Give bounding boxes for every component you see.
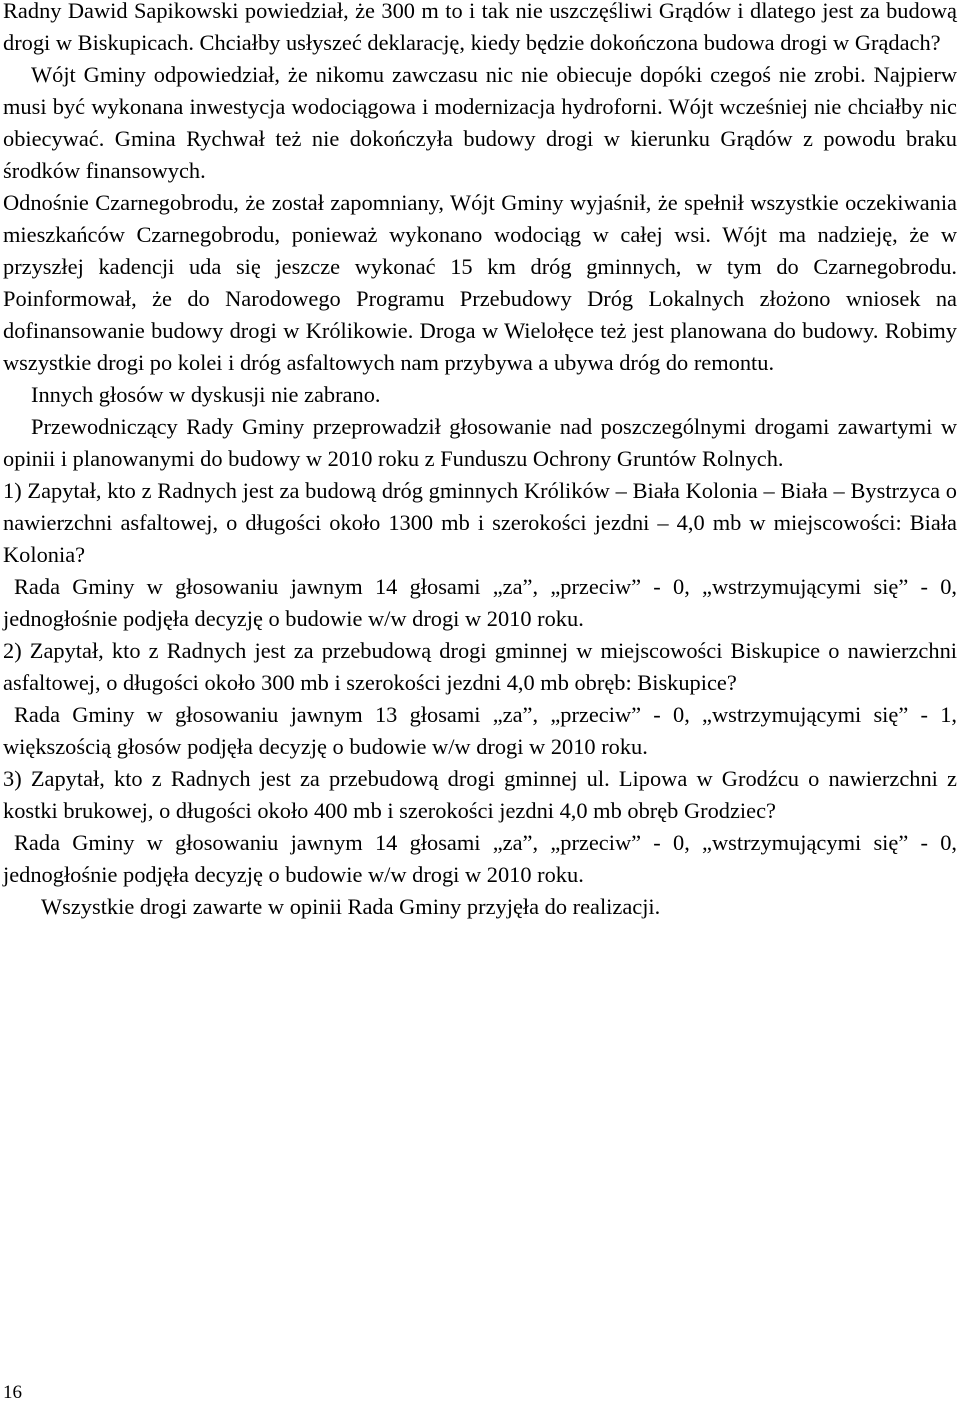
paragraph-vote-result-1: Rada Gminy w głosowaniu jawnym 14 głosami „za”, „przeciw” - 0, „wstrzymującymi się” - 0, jednogłośnie podjęła decyzję o budowie w/w drogi w 2010 roku. <box>3 574 957 631</box>
paragraph-voting-intro: Przewodniczący Rady Gminy przeprowadził głosowanie nad poszczególnymi drogami zawartymi w opinii i planowanymi do budowy w 2010 roku z Funduszu Ochrony Gruntów Rolnych. <box>3 414 957 471</box>
paragraph-no-more-voices: Innych głosów w dyskusji nie zabrano. <box>31 382 381 407</box>
paragraph-wojt-answer: Wójt Gminy odpowiedział, że nikomu zawczasu nic nie obiecuje dopóki czegoś nie zrobi. Najpierw musi być wykonana inwestycja wodociągowa i modernizacja hydroforni. Wójt wcześniej nie chciałby nic obiecywać. Gmina Rychwał też nie dokończyła budowy drogi w kierunku Grądów z powodu braku środków finansowych. <box>3 62 957 183</box>
paragraph-czarnybrod: Odnośnie Czarnegobrodu, że został zapomniany, Wójt Gminy wyjaśnił, że spełnił wszystkie oczekiwania mieszkańców Czarnegobrodu, ponieważ wykonano wodociąg w całej wsi. Wójt ma nadzieję, że w przyszłej kadencji uda się jeszcze wykonać 15 km dróg gminnych, w tym do Czarnegobrodu. Poinformował, że do Narodowego Programu Przebudowy Dróg Lokalnych złożono wniosek na dofinansowanie budowy drogi w Królikowie. Droga w Wielołęce też jest planowana do budowy. Robimy wszystkie drogi po kolei i dróg asfaltowych nam przybywa a ubywa dróg do remontu. <box>3 190 957 375</box>
paragraph-question-1: 1) Zapytał, kto z Radnych jest za budową dróg gminnych Królików – Biała Kolonia – Biała – Bystrzyca o nawierzchni asfaltowej, o długości około 1300 mb i szerokości jezdni – 4,0 mb w miejscowości: Biała Kolonia? <box>3 478 957 567</box>
paragraph-sapikowski: Radny Dawid Sapikowski powiedział, że 300 m to i tak nie uszczęśliwi Grądów i dlatego jest za budową drogi w Biskupicach. Chciałby usłyszeć deklarację, kiedy będzie dokończona budowa drogi w Grądach? <box>3 0 957 55</box>
paragraph-vote-result-2: Rada Gminy w głosowaniu jawnym 13 głosami „za”, „przeciw” - 0, „wstrzymującymi się” - 1, większością głosów podjęła decyzję o budowie w/w drogi w 2010 roku. <box>3 702 957 759</box>
page-number: 16 <box>3 1382 22 1403</box>
paragraph-conclusion: Wszystkie drogi zawarte w opinii Rada Gminy przyjęła do realizacji. <box>41 894 661 919</box>
document-page <box>3 0 957 923</box>
paragraph-vote-result-3: Rada Gminy w głosowaniu jawnym 14 głosami „za”, „przeciw” - 0, „wstrzymującymi się” - 0, jednogłośnie podjęła decyzję o budowie w/w drogi w 2010 roku. <box>3 830 957 887</box>
paragraph-question-3: 3) Zapytał, kto z Radnych jest za przebudową drogi gminnej ul. Lipowa w Grodźcu o nawierzchni z kostki brukowej, o długości około 400 mb i szerokości jezdni 4,0 mb obręb Grodziec? <box>3 766 957 823</box>
paragraph-question-2: 2) Zapytał, kto z Radnych jest za przebudową drogi gminnej w miejscowości Biskupice o nawierzchni asfaltowej, o długości około 300 mb i szerokości jezdni 4,0 mb obręb: Biskupice? <box>3 638 957 695</box>
